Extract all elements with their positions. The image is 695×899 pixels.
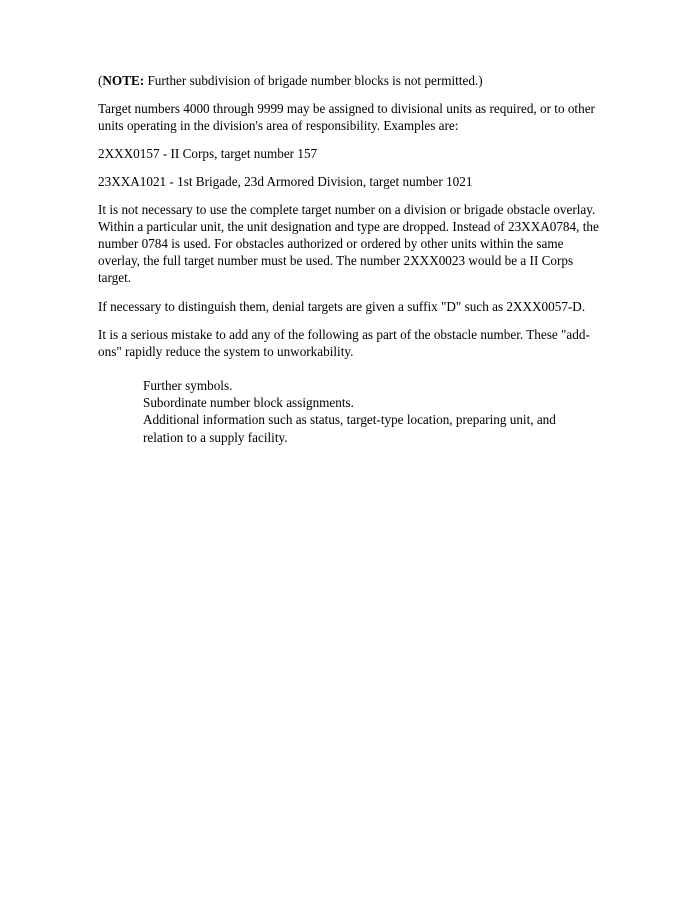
paragraph-denial-targets: If necessary to distinguish them, denial targets are given a suffix "D" such as 2XXX0057-D. (98, 298, 586, 314)
note-paragraph (98, 72, 599, 89)
document-body (98, 72, 599, 446)
paragraph-target-numbers: Target numbers 4000 through 9999 may be assigned to divisional units as required, or to other units operating in the division's area of responsibility. Examples are: (98, 101, 595, 134)
indented-list (98, 377, 599, 446)
note-text: Further subdivision of brigade number blocks is not permitted.) (144, 73, 483, 88)
note-label: NOTE: (102, 73, 145, 88)
note-open-paren: ( (98, 73, 103, 88)
example-1st-brigade: 23XXA1021 - 1st Brigade, 23d Armored Division, target number 1021 (98, 173, 473, 189)
paragraph-add-ons-warning: It is a serious mistake to add any of the following as part of the obstacle number. These "add-ons" rapidly reduce the system to unworkability. (98, 326, 590, 359)
example-ii-corps: 2XXX0157 - II Corps, target number 157 (98, 146, 318, 162)
list-item: Subordinate number block assignments. (143, 395, 354, 411)
paragraph-overlay-usage: It is not necessary to use the complete target number on a division or brigade obstacle overlay. Within a particular unit, the unit designation and type are dropped. Instead of 23XXA0784, the number 0784 is used. For obstacles authorized or ordered by other units within the same overlay, the full target number must be used. The number 2XXX0023 would be a II Corps target. (98, 201, 599, 286)
list-item: Additional information such as status, target-type location, preparing unit, and relation to a supply facility. (143, 412, 556, 445)
list-item: Further symbols. (143, 378, 233, 394)
